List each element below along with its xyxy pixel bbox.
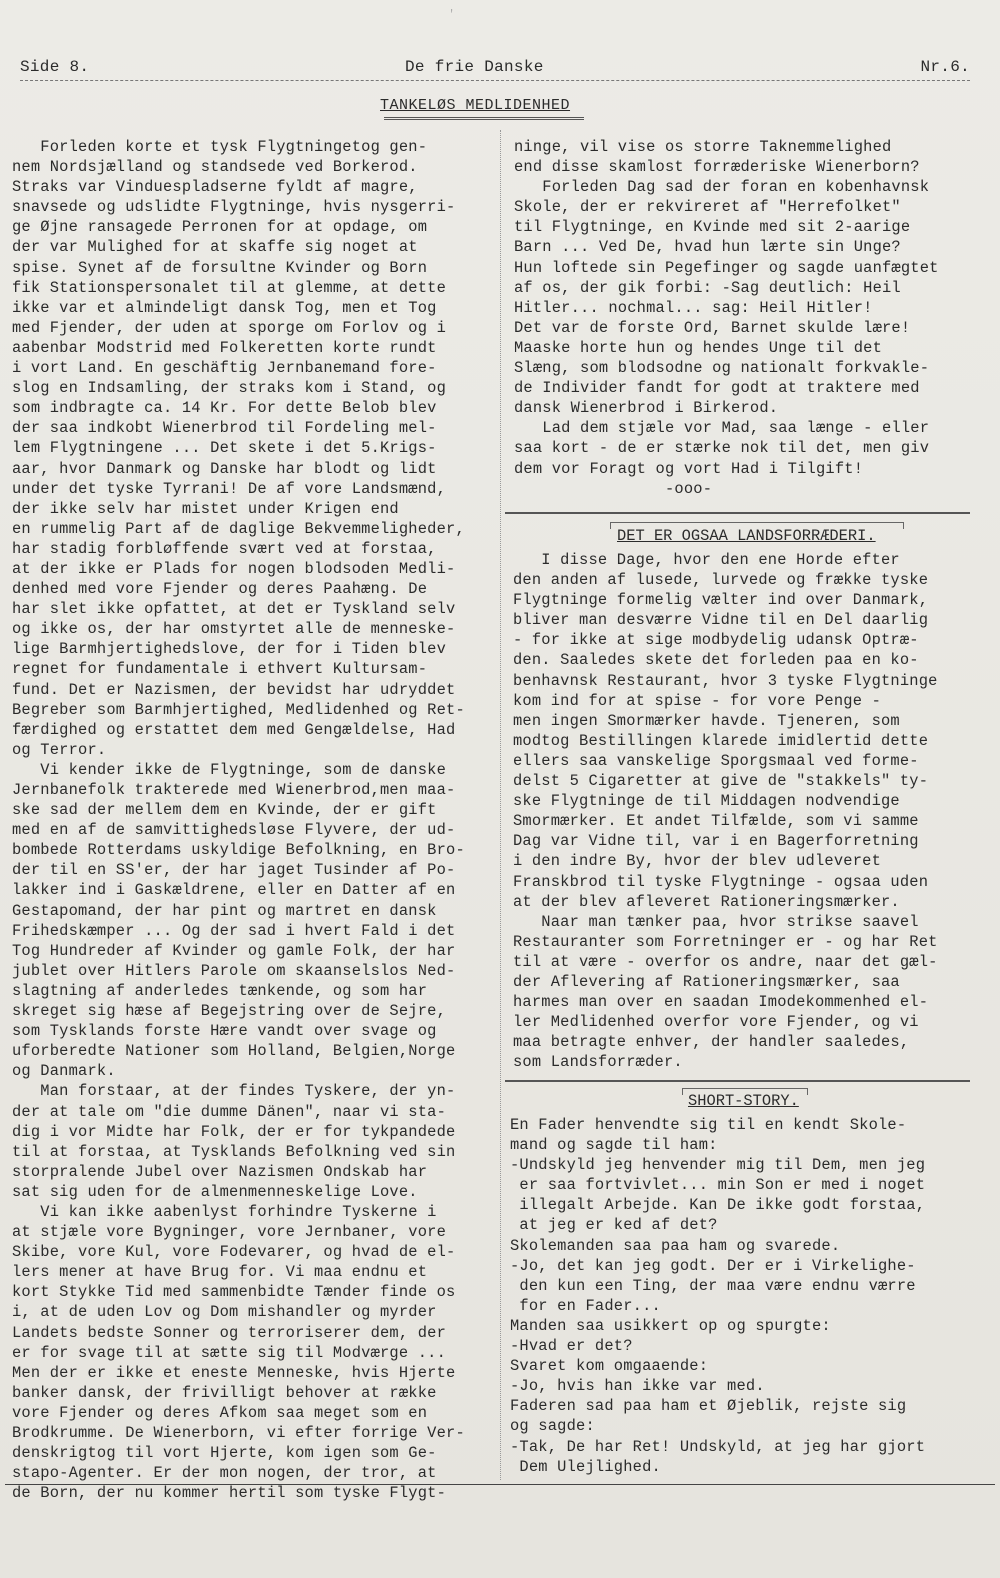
text-line: den kun een Ting, der maa være endnu værre bbox=[510, 1276, 916, 1295]
text-line: slagtning af anderledes tænkende, og som har bbox=[12, 981, 428, 1000]
text-line: med Fjender, der uden at sporge om Forlov og i bbox=[12, 318, 447, 337]
text-line: er for svage til at sætte sig til Modværge ... bbox=[12, 1343, 447, 1362]
text-line: banker dansk, der frivilligt behover at række bbox=[12, 1383, 437, 1402]
text-line: storpralende Jubel over Nazismen Ondskab har bbox=[12, 1162, 428, 1181]
text-line: modtog Bestillingen klarede imidlertid dette bbox=[513, 731, 929, 750]
text-line: Faderen sad paa ham et Øjeblik, rejste sig bbox=[510, 1397, 907, 1416]
text-line: de Individer fandt for godt at traktere med bbox=[514, 379, 920, 398]
text-line: Restauranter som Forretninger er - og har Ret bbox=[513, 932, 938, 951]
text-line: Forleden Dag sad der foran en kobenhavnsk bbox=[514, 178, 930, 197]
text-line: lem Flygtningene ... Det skete i det 5.Krigs- bbox=[12, 439, 437, 458]
text-line: skreget sig hæse af Begejstring over de Sejre, bbox=[12, 1002, 447, 1021]
article2-title: DET ER OGSAA LANDSFORRÆDERI. bbox=[617, 527, 876, 545]
text-line: aar, hvor Danmark og Danske har blodt og lidt bbox=[12, 459, 437, 478]
text-line: benhavnsk Restaurant, hvor 3 tyske Flygtninge bbox=[513, 671, 938, 690]
text-line: -Jo, hvis han ikke var med. bbox=[510, 1377, 765, 1396]
page-number: Side 8. bbox=[20, 58, 90, 76]
text-line: Dag var Vidne til, var i en Bagerforretning bbox=[513, 832, 919, 851]
text-line: Maaske horte hun og hendes Unge til det bbox=[514, 338, 882, 357]
text-line: ellers saa vanskelige Sporgsmaal ved forme- bbox=[513, 751, 919, 770]
text-line: ske sad der mellem dem en Kvinde, der er gift bbox=[12, 801, 437, 820]
text-line: lige Barmhjertighedslove, der for i Tiden blev bbox=[12, 640, 447, 659]
text-line: til at forstaa, at Tysklands Befolkning ved sin bbox=[12, 1142, 456, 1161]
text-line: -Jo, det kan jeg godt. Der er i Virkelighe- bbox=[510, 1256, 916, 1275]
text-line: stapo-Agenter. Er der mon nogen, der tror, at bbox=[12, 1464, 437, 1483]
text-line: de Born, der nu kommer hertil som tyske Flygt- bbox=[12, 1484, 447, 1503]
text-line: Svaret kom omgaaende: bbox=[510, 1357, 709, 1376]
text-line: Forleden korte et tysk Flygtningetog gen- bbox=[12, 138, 428, 156]
main-article-left-column bbox=[12, 137, 497, 1503]
text-line: Smormærker. Et andet Tilfælde, som vi samme bbox=[513, 812, 919, 831]
text-line: der at tale om "die dumme Dänen", naar vi sta- bbox=[12, 1102, 447, 1121]
text-line: i, at de uden Lov og Dom mishandler og myrder bbox=[12, 1303, 437, 1322]
text-line: Landets bedste Sonner og terroriserer dem, der bbox=[12, 1323, 447, 1342]
page-mark: ꞌ bbox=[448, 8, 456, 22]
text-line: slog en Indsamling, der straks kom i Stand, og bbox=[12, 379, 447, 398]
article2-title-box bbox=[610, 522, 904, 529]
text-line: Manden saa usikkert op og spurgte: bbox=[510, 1316, 831, 1335]
text-line: kom ind for at spise - for vore Penge - bbox=[513, 691, 881, 710]
text-line: dig i vor Midte har Folk, der er for tykpandede bbox=[12, 1122, 456, 1141]
text-line: Brodkrumme. De Wienerborn, vi efter forrige Ver- bbox=[12, 1424, 465, 1442]
text-line: sat sig uden for de almenmenneskelige Love. bbox=[12, 1182, 418, 1201]
text-line: -Hvad er det? bbox=[510, 1337, 633, 1356]
text-line: illegalt Arbejde. Kan De ikke godt forstaa, bbox=[510, 1196, 926, 1215]
bottom-rule bbox=[5, 1484, 995, 1485]
text-line: den anden af lusede, lurvede og frække tyske bbox=[513, 571, 929, 590]
text-line: der til en SS'er, der har jaget Tusinder af Po- bbox=[12, 861, 456, 880]
text-line: ske Flygtninge de til Middagen nodvendige bbox=[513, 792, 900, 811]
issue-number: Nr.6. bbox=[920, 58, 970, 76]
text-line: Lad dem stjæle vor Mad, saa længe - eller bbox=[514, 419, 930, 438]
text-line: Skibe, vore Kul, vore Fodevarer, og hvad de el- bbox=[12, 1243, 456, 1262]
text-line: regnet for fundamentale i ethvert Kultursam- bbox=[12, 660, 428, 679]
text-line: under det tyske Tyrrani! De af vore Landsmænd, bbox=[12, 479, 447, 498]
text-line: fik Stationspersonalet til at glemme, at dette bbox=[12, 278, 447, 297]
article3-title-box bbox=[682, 1088, 808, 1095]
text-line: Tog Hundreder af Kvinder og gamle Folk, der har bbox=[12, 941, 456, 960]
text-line: der saa indkobt Wienerbrod til Fordeling mel- bbox=[12, 419, 437, 438]
text-line: vore Fjender og deres Afkom saa meget som en bbox=[12, 1403, 428, 1422]
header-rule bbox=[20, 80, 970, 81]
text-line: at stjæle vore Bygninger, vore Jernbaner, vore bbox=[12, 1223, 447, 1242]
text-line: delst 5 Cigaretter at give de "stakkels" ty- bbox=[513, 772, 929, 791]
text-line: - for ikke at sige modbydelig udansk Optræ- bbox=[513, 631, 919, 650]
text-line: men ingen Smormærker havde. Tjeneren, som bbox=[513, 711, 900, 730]
text-line: der Aflevering af Rationeringsmærker, saa bbox=[513, 972, 900, 991]
newspaper-name: De frie Danske bbox=[405, 58, 544, 76]
text-line: af os, der gik forbi: -Sag deutlich: Heil bbox=[514, 278, 901, 297]
text-line: Men der er ikke et eneste Menneske, hvis Hjerte bbox=[12, 1363, 456, 1382]
text-line: Straks var Vinduespladserne fyldt af magre, bbox=[12, 178, 418, 197]
text-line: Vi kender ikke de Flygtninge, som de danske bbox=[12, 760, 447, 779]
text-line: den. Saaledes skete det forleden paa en ko- bbox=[513, 651, 919, 670]
text-line: dem vor Foragt og vort Had i Tilgift! bbox=[514, 459, 864, 478]
text-line: Flygtninge formelig vælter ind over Danmark, bbox=[513, 591, 929, 610]
main-article-title: TANKELØS MEDLIDENHED bbox=[380, 97, 571, 114]
text-line: Skole, der er rekvireret af "Herrefolket" bbox=[514, 198, 901, 217]
text-line: En Fader henvendte sig til en kendt Skole- bbox=[510, 1116, 907, 1134]
text-line: og sagde: bbox=[510, 1417, 595, 1436]
text-line: Hitler... nochmal... sag: Heil Hitler! bbox=[514, 298, 873, 317]
text-line: Gestapomand, der har pint og martret en dansk bbox=[12, 901, 437, 920]
text-line: Man forstaar, at der findes Tyskere, der yn- bbox=[12, 1082, 456, 1101]
text-line: ikke var et almindeligt dansk Tog, men et Tog bbox=[12, 298, 437, 317]
section-divider bbox=[505, 1080, 970, 1082]
text-line: lers mener at have Brug for. Vi maa endnu et bbox=[12, 1263, 428, 1282]
text-line: -ooo- bbox=[514, 479, 713, 498]
text-line: dansk Wienerbrod i Birkerod. bbox=[514, 399, 779, 418]
text-line: saa kort - de er stærke nok til det, men giv bbox=[514, 439, 930, 458]
text-line: en rummelig Part af de daglige Bekvemmeligheder, bbox=[12, 519, 465, 538]
text-line: i den indre By, hvor der blev udleveret bbox=[513, 852, 881, 871]
column-divider bbox=[500, 130, 501, 1480]
article3-title: SHORT-STORY. bbox=[688, 1092, 799, 1110]
text-line: som indbragte ca. 14 Kr. For dette Belob blev bbox=[12, 399, 437, 418]
text-line: end disse skamlost forræderiske Wienerborn? bbox=[514, 158, 920, 177]
text-line: nem Nordsjælland og standsede ved Borkerod. bbox=[12, 158, 418, 177]
text-line: har slet ikke opfattet, at det er Tyskland selv bbox=[12, 600, 456, 619]
text-line: at der blev afleveret Rationeringsmærker. bbox=[513, 892, 900, 911]
text-line: aabenbar Modstrid med Folkeretten korte rundt bbox=[12, 338, 437, 357]
text-line: Dem Ulejlighed. bbox=[510, 1457, 661, 1476]
text-line: med en af de samvittighedsløse Flyvere, der ud- bbox=[12, 821, 456, 840]
text-line: ninge, vil vise os storre Taknemmelighed bbox=[514, 138, 892, 156]
text-line: fund. Det er Nazismen, der bevidst har udryddet bbox=[12, 680, 456, 699]
text-line: kort Stykke Tid med sammenbidte Tænder finde os bbox=[12, 1283, 456, 1302]
page-header bbox=[20, 58, 970, 82]
text-line: Vi kan ikke aabenlyst forhindre Tyskerne i bbox=[12, 1202, 437, 1221]
text-line: ge Øjne ransagede Perronen for at opdage, om bbox=[12, 218, 428, 237]
section-divider bbox=[505, 512, 970, 514]
text-line: Slæng, som blodsodne og nationalt forkvakle- bbox=[514, 359, 930, 378]
text-line: og ikke os, der har omstyrtet alle de menneske- bbox=[12, 620, 456, 639]
text-line: bliver man desværre Vidne til en Del daarlig bbox=[513, 611, 929, 630]
text-line: harmes man over en saadan Imodekommenhed el- bbox=[513, 993, 929, 1012]
text-line: Barn ... Ved De, hvad hun lærte sin Unge? bbox=[514, 238, 901, 257]
text-line: der ikke selv har mistet under Krigen end bbox=[12, 499, 399, 518]
text-line: Skolemanden saa paa ham og svarede. bbox=[510, 1236, 841, 1255]
text-line: denskrigtog til vort Hjerte, kom igen som Ge- bbox=[12, 1444, 437, 1463]
text-line: ler Medlidenhed overfor vore Fjender, og vi bbox=[513, 1013, 919, 1032]
main-title-underline bbox=[384, 117, 584, 120]
text-line: uforberedte Nationer som Holland, Belgien,Norge bbox=[12, 1042, 456, 1061]
text-line: er saa fortvivlet... min Son er med i noget bbox=[510, 1176, 926, 1195]
text-line: jublet over Hitlers Parole om skaanselslos Ned- bbox=[12, 961, 456, 980]
text-line: -Undskyld jeg henvender mig til Dem, men jeg bbox=[510, 1156, 926, 1175]
text-line: som Tysklands forste Hære vandt over svage og bbox=[12, 1022, 437, 1041]
text-line: I disse Dage, hvor den ene Horde efter bbox=[513, 551, 900, 569]
text-line: og Terror. bbox=[12, 740, 107, 759]
text-line: Frihedskæmper ... Og der sad i hvert Fald i det bbox=[12, 921, 456, 940]
text-line: og Danmark. bbox=[12, 1062, 116, 1081]
text-line: mand og sagde til ham: bbox=[510, 1136, 718, 1155]
text-line: Det var de forste Ord, Barnet skulde lære! bbox=[514, 318, 911, 337]
text-line: Naar man tænker paa, hvor strikse saavel bbox=[513, 912, 919, 931]
text-line: færdighed og erstattet dem med Gengældelse, Had bbox=[12, 720, 456, 739]
text-line: lakker ind i Gaskældrene, eller en Datter af en bbox=[12, 881, 456, 900]
text-line: at jeg er ked af det? bbox=[510, 1216, 718, 1235]
text-line: til Flygtninge, en Kvinde med sit 2-aarige bbox=[514, 218, 911, 237]
text-line: bombede Rotterdams uskyldige Befolkning, en Bro- bbox=[12, 841, 465, 860]
text-line: denhed med vore Fjender og deres Paahæng. De bbox=[12, 580, 428, 599]
text-line: Begreber som Barmhjertighed, Medlidenhed og Ret- bbox=[12, 700, 465, 719]
text-line: i vort Land. En geschäftig Jernbanemand fore- bbox=[12, 359, 437, 378]
text-line: Jernbanefolk trakterede med Wienerbrod,men maa- bbox=[12, 781, 456, 799]
text-line: har stadig forbløffende svært ved at forstaa, bbox=[12, 539, 437, 558]
text-line: -Tak, De har Ret! Undskyld, at jeg har gjort bbox=[510, 1437, 926, 1456]
text-line: for en Fader... bbox=[510, 1296, 661, 1315]
text-line: der var Mulighed for at skaffe sig noget at bbox=[12, 238, 418, 257]
text-line: spise. Synet af de forsultne Kvinder og Born bbox=[12, 258, 428, 277]
article2-body bbox=[513, 550, 983, 1072]
article3-body bbox=[510, 1115, 980, 1477]
text-line: som Landsforræder. bbox=[513, 1053, 683, 1072]
text-line: at der ikke er Plads for nogen blodsoden Medli- bbox=[12, 559, 456, 578]
text-line: Franskbrod til tyske Flygtninge - ogsaa uden bbox=[513, 872, 929, 891]
text-line: til at være - overfor os andre, naar det gæl- bbox=[513, 952, 938, 971]
text-line: maa betragte enhver, der handler saaledes, bbox=[513, 1033, 910, 1052]
text-line: snavsede og udslidte Flygtninge, hvis nysgerri- bbox=[12, 198, 456, 217]
text-line: Hun loftede sin Pegefinger og sagde uanfægtet bbox=[514, 258, 939, 277]
main-article-right-column bbox=[514, 137, 984, 499]
